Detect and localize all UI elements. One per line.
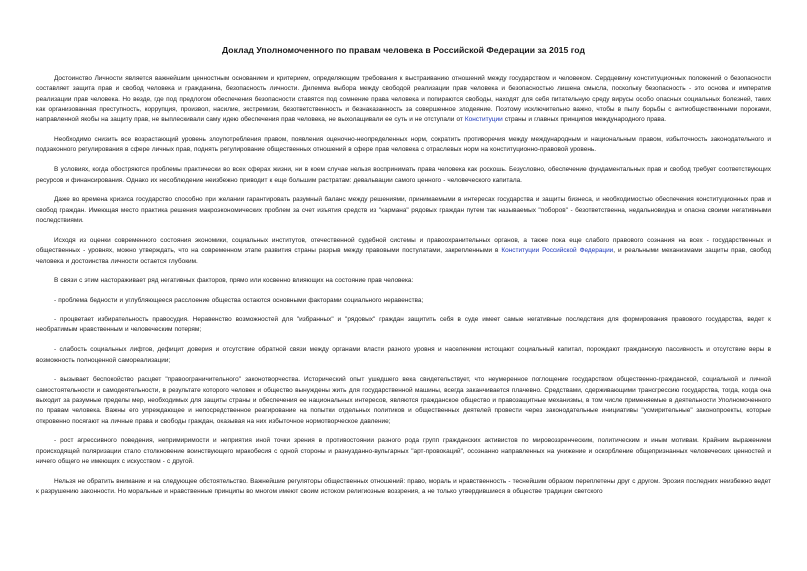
paragraph-text: - проблема бедности и углубляющееся расслоение общества остаются основными факторами социального неравенства; (54, 296, 424, 304)
paragraph-negative-factors-intro (36, 276, 771, 286)
paragraph-text: - вызывает беспокойство расцвет "правоограничительного" законотворчества. Исторический опыт ушедшего века свидетельствует, что неумеренное поглощение государством общественно-гражданской, социальной и личной самостоятельности и самодеятельности, в результате которого человек и общество вынуждены жить для государственной машины, всегда заканчивается плачевно. Средствами, сдерживающими трансгрессию государства, тогда, когда она выходит за разумные пределы мер, необходимых для защиты страны и обеспечения ее национальных интересов, являются гражданское общество и правозащитные механизмы, в том числе применяемые в деятельности Уполномоченного по правам человека. Важны его упреждающее и непосредственное реагирование на попытки отдельных политиков и общественных деятелей провести через законодательные инициативы "усмирительные" законопроекты, которые откровенно посягают на личные права и свободы граждан, оказывая на них избыточное нормотворческое давление; (36, 376, 771, 425)
paragraph-text: Достоинство Личности является важнейшим ценностным основанием и критерием, определяющим требования к выстраиванию отношений между государством и человеком. Сердцевину конституционных положений о безопасности составляет защита прав и свобод человека и гражданина, безопасность личности. Дилемма выбора между свободой реализации прав человека и безопасностью лишена смысла, поскольку безопасность - это основа и императив реализации прав человека. Но везде, где под предлогом обеспечения безопасности ставятся под сомнение права человека и попираются свободы, находят для себя питательную среду вирусы особо опасных социальных болезней, таких как организованная преступность, коррупция, произвол, насилие, экстремизм, безответственность и безнаказанность за совершенное злодеяние. Поэтому исключительно важно, чтобы в пылу борьбы с антиобщественными пороками, направленной якобы на защиту прав, не выплескивали саму идею обеспечения прав человека, не выхолащивали ее суть и не отступали от (36, 75, 771, 124)
document-title: Доклад Уполномоченного по правам человека в Российской Федерации за 2015 год (222, 45, 585, 55)
paragraph-text: В условиях, когда обостряются проблемы практически во всех сферах жизни, ни в коем случае нельзя воспринимать права человека как роскошь. Безусловно, обеспечение фундаментальных прав и свобод требует соответствующих ресурсов и финансирования. Однако их несоблюдение неизбежно приводит к еще большим растратам: девальвации самого ценного - человеческого капитала. (36, 166, 771, 184)
paragraph-assessment (36, 236, 771, 267)
list-item-social-lifts (36, 345, 771, 366)
constitution-link[interactable]: Конституции (464, 116, 503, 124)
paragraph-text: - рост агрессивного поведения, непримиримости и неприятия иной точки зрения в противостоянии разного рода групп гражданских активистов по мировоззренческим, политическим и иным мотивам. Крайним выражением происходящей поляризации стало столкновение воинствующего мракобесия с одной стороны и разнузданно-вульгарных "арт-провокаций", осознанно направленных на унижение и оскорбление общепризнанных человеческих ценностей и ничего общего не имеющих с искусством - с другой. (36, 437, 771, 466)
paragraph-text: В связи с этим настораживает ряд негативных факторов, прямо или косвенно влияющих на состояние прав человека: (54, 277, 414, 285)
paragraph-text: Даже во времена кризиса государство способно при желании гарантировать разумный баланс между решениями, принимаемыми в интересах государства и защиты бизнеса, и необходимостью обеспечения конституционных прав и свобод граждан. Имеющая место практика решения макроэкономических проблем за счет изъятия средств из "кармана" рядовых граждан путем так называемых "поборов" - безответственна, недальновидна и опасна своими негативными последствиями. (36, 196, 771, 225)
paragraph-abuse-of-law (36, 135, 771, 156)
paragraph-text: - слабость социальных лифтов, дефицит доверия и отсутствие обратной связи между органами власти разного уровня и населением истощают социальный капитал, порождают гражданскую пассивность и отсутствие веры в возможность полноценной самореализации; (36, 346, 771, 364)
paragraph-regulators (36, 477, 771, 498)
list-item-restrictive-lawmaking (36, 375, 771, 426)
list-item-aggression (36, 436, 771, 467)
document-body (36, 74, 771, 498)
paragraph-text: Исходя из оценки современного состояния экономики, социальных институтов, отечественной судебной системы и правоохранительных органов, а также пока еще слабого правового сознания на всех - государственных и общественных - уровнях, можно утверждать, что на современном этапе развития страны разрыв между правовыми постулатами, закрепленными в (36, 236, 771, 255)
paragraph-text: Необходимо снизить все возрастающий уровень злоупотребления правом, появления оценочно-неопределенных норм, сократить противоречия между международным и национальным правом, избыточность законодательного и подзаконного регулирования в сфере личных прав, поднять регулирование общественных отношений в сфере прав человека с отраслевых норм на конституционно-правовой уровень. (36, 136, 771, 154)
paragraph-text: страны и главных принципов международного права. (502, 116, 667, 124)
paragraph-text: , и реальными механизмами защиты прав, свобод человека и достоинства личности остается глубоким. (36, 247, 771, 265)
paragraph-crisis-balance (36, 195, 771, 226)
paragraph-text: - процветает избирательность правосудия. Неравенство возможностей для "избранных" и "рядовых" граждан защитить себя в суде имеет самые негативные последствия для формирования правового государства, ведет к необратимым нравственным и человеческим потерям; (36, 316, 771, 334)
paragraph-dignity (36, 74, 771, 125)
constitution-rf-link[interactable]: Конституции Российской Федерации (501, 247, 614, 255)
paragraph-not-luxury (36, 165, 771, 186)
list-item-selective-justice (36, 315, 771, 336)
list-item-poverty (36, 296, 771, 306)
paragraph-text: Нельзя не обратить внимание и на следующее обстоятельство. Важнейшие регуляторы общественных отношений: право, мораль и нравственность - теснейшим образом переплетены друг с другом. Эрозия последних неизбежно ведет к разрушению законности. Но моральные и нравственные принципы во многом имеют своим истоком религиозные воззрения, а не только утвердившиеся в обществе традиции светского (36, 477, 771, 496)
